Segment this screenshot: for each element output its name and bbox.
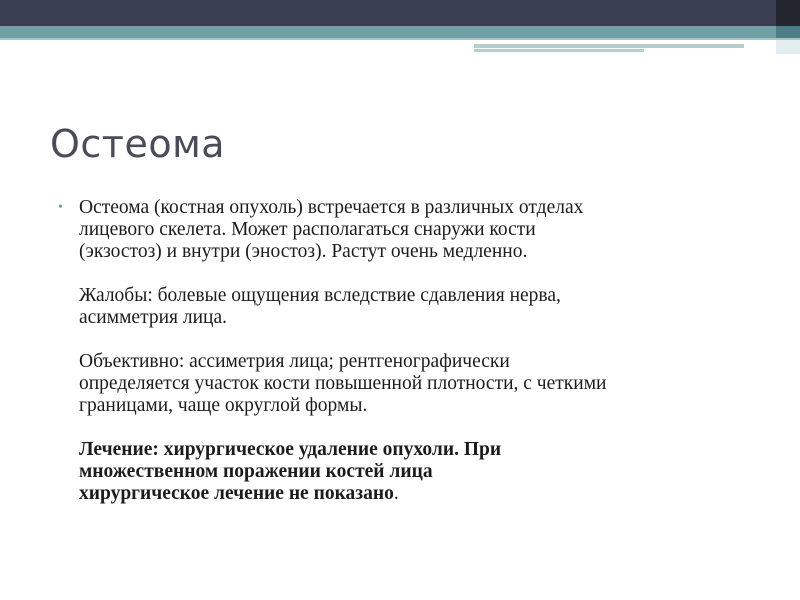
teal-decor-band	[0, 26, 800, 38]
decor-accent-tail	[776, 40, 800, 54]
teal-decor-band-right	[776, 26, 800, 38]
paragraph-complaints: Жалобы: болевые ощущения вследствие сдавления нерва, асимметрия лица.	[79, 285, 561, 328]
decor-accent-line-short	[474, 49, 644, 52]
decor-thin-line	[0, 38, 800, 40]
top-decor-bar-right	[776, 0, 800, 26]
bullet-text	[79, 197, 758, 505]
top-decor-bar	[0, 0, 800, 26]
slide-body	[58, 197, 758, 505]
paragraph-treatment	[79, 439, 758, 505]
bullet-icon: •	[58, 200, 63, 215]
bullet-item	[58, 197, 758, 505]
decor-accent-line	[474, 44, 744, 48]
treatment-bold-text: Лечение: хирургическое удаление опухоли. При множественном поражении костей лица хирургическое лечение не показано	[79, 439, 502, 504]
paragraph-objective: Объективно: ассиметрия лица; рентгенографически определяется участок кости повышенной плотности, с четкими границами, чаще округлой формы.	[79, 351, 607, 416]
slide-title: Остеома	[50, 122, 226, 166]
paragraph-description: Остеома (костная опухоль) встречается в различных отделах лицевого скелета. Может располагаться снаружи кости (экзостоз) и внутри (эностоз). Растут очень медленно.	[79, 197, 584, 262]
treatment-tail-text: .	[393, 483, 399, 504]
